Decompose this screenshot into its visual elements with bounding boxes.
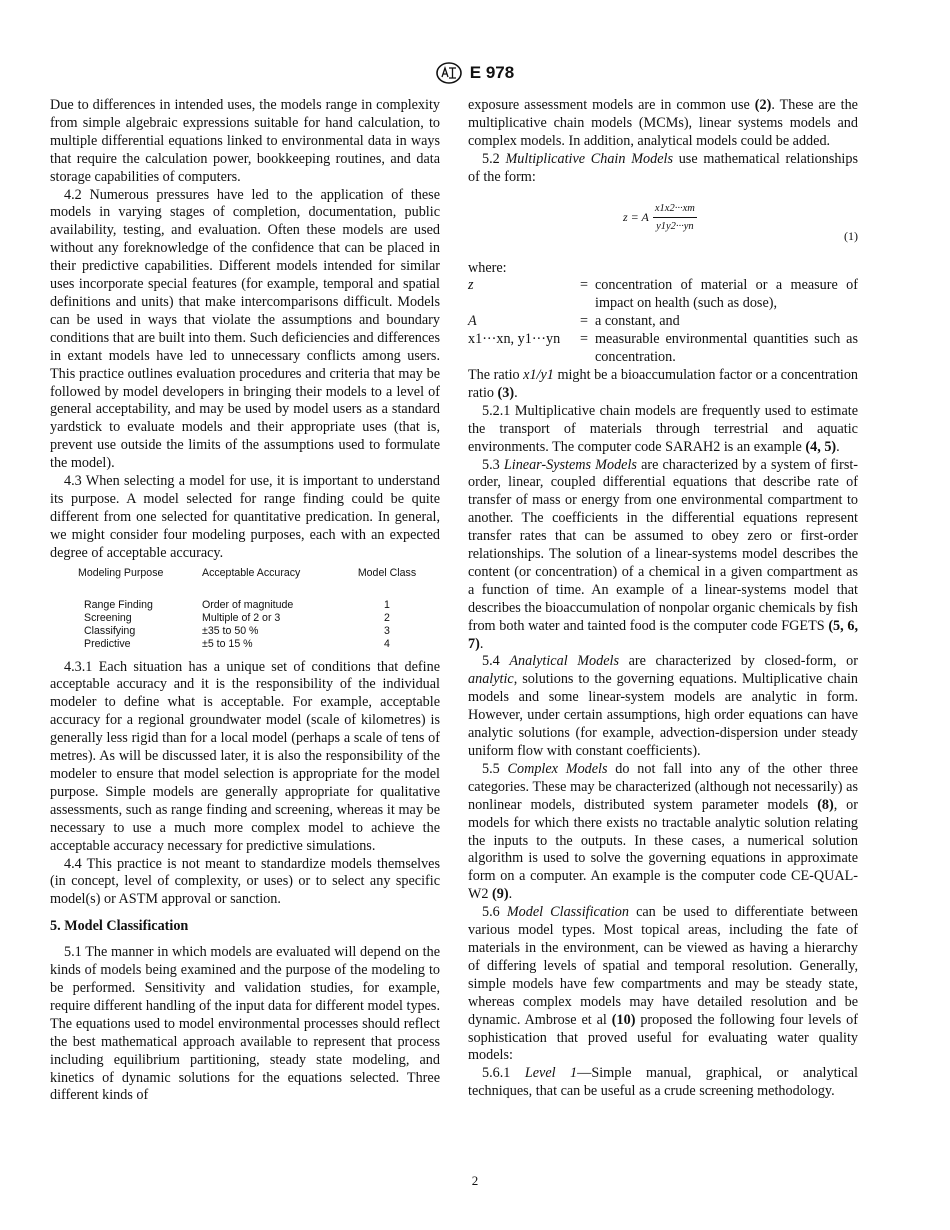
table-cell: ±5 to 15 %: [202, 637, 253, 650]
paragraph-4-2: 4.2 Numerous pressures have led to the application of these models in varying stages of completion, documentation, public availability, testing, and evaluation. Often these models are used without any foreknowledge of the confidence that can be placed in their predictive capabilities. Different models intended for similar uses incorporate special features (for example, temporal and spatial definitions and units) that make intercomparisons difficult. Models can be used in ways that violate the assumptions and boundary conditions that are built into them. Such deficiencies and differences in extant models have led to unnecessary conflicts among users. This practice outlines evaluation procedures and criteria that may be followed by model developers in bringing their models to a level of general acceptability, and may be used by model users as a standard yardstick to evaluate models and their appropriate uses (that is, prevent use outside the limits of the assumptions used to formulate the model).: [50, 186, 440, 472]
reference: (8): [817, 796, 834, 813]
document-number: E 978: [469, 63, 515, 82]
text-run: .: [514, 384, 518, 401]
equation-body: [623, 200, 697, 237]
definition-row: [468, 331, 858, 367]
section-number: 5.6.1: [482, 1065, 511, 1082]
definitions-list: [468, 277, 858, 367]
paragraph-5-1: 5.1 The manner in which models are evaluated will depend on the kinds of models being examined and the purpose of the modeling to be performed. Sensitivity and validation studies, for example, require different handling of the input data for different model types. The equations used to model environmental processes should reflect the best mathematical approach available to represent that process including equilibrium partitioning, steady state modeling, and kinetics of dynamic solutions for the equations selected. Three different kinds of: [50, 944, 440, 1104]
definition-symbol: z: [468, 277, 474, 294]
definition-row: [468, 277, 858, 313]
table-cell: Classifying: [84, 624, 136, 637]
text-run: .: [508, 886, 513, 903]
section-title: Model Classification: [506, 904, 629, 921]
page-number: 2: [471, 1173, 479, 1188]
paragraph-5-3: [468, 457, 858, 654]
text-run: might be a bioaccumulation factor or a concentration ratio: [468, 366, 859, 401]
table-header: Acceptable Accuracy: [202, 566, 301, 579]
table-cell: Screening: [84, 611, 132, 624]
definition-equals: =: [579, 313, 588, 330]
section-number: 5.6: [482, 904, 500, 921]
table-header-row: [78, 567, 422, 599]
paragraph-4-3-1: 4.3.1 Each situation has a unique set of conditions that define acceptable accuracy and it is the responsibility of the individual modeler to define what is acceptable. For example, acceptable accuracy for a regional groundwater model (scale of kilometres) is generally less rigid than for a local model (perhaps a scale of tens of metres). As will be discussed later, it is also the responsibility of the modeler to ensure that model selection is appropriate for the model purpose. Simple models are generally appropriate for qualitative assessments, such as range finding and screening, whereas it may be necessary to use a much more complex model to achieve the acceptable accuracy necessary for predictive simulations.: [50, 658, 440, 854]
text-run: do not fall into any of the other three categories. These may be characterized (although not necessarily) as nonlinear models, distributed system parameter models: [468, 760, 859, 813]
section-title: Multiplicative Chain Models: [505, 150, 673, 167]
modeling-purpose-table: [78, 567, 422, 651]
section-number: 5.4: [482, 653, 500, 670]
definition-symbol: x1···xn, y1···yn: [468, 331, 561, 348]
text-run: —Simple manual, graphical, or analytical techniques, that can be useful as a crude screening methodology.: [468, 1065, 858, 1100]
table-row: [78, 599, 422, 612]
section-title: Linear-Systems Models: [503, 456, 637, 473]
paragraph-intro-cont: Due to differences in intended uses, the models range in complexity from simple algebraic expressions suitable for hand calculation, to multiple differential equations linked to environmental data in ways that require the calculation power, bookkeeping routines, and data storage capabilities of computers.: [50, 97, 440, 185]
text-run: .: [836, 438, 840, 455]
math-symbol: x1/y1: [523, 366, 554, 383]
equation-numerator: x1x2···xm: [653, 200, 697, 219]
reference: (9): [492, 886, 509, 903]
text-run: . These are the multiplicative chain models (MCMs), linear systems models and complex models. In addition, analytical models could be added.: [468, 97, 858, 149]
definition-text: a constant, and: [595, 313, 680, 330]
paragraph-4-3: 4.3 When selecting a model for use, it is important to understand its purpose. A model selected for range finding could be quite different from one selected for quantitative predication. In general, we might consider four modeling purposes, each with an expected degree of acceptable accuracy.: [50, 473, 440, 561]
table-cell: Predictive: [84, 637, 131, 650]
equation-fraction: [653, 200, 697, 237]
section-number: 5.3: [482, 456, 500, 473]
text-run: can be used to differentiate between various model types. Most topical areas, including the fate of materials in the environment, can be viewed as having a hierarchy of differing levels of spatial and temporal resolution. Generally, simple models have few compartments and may be steady state, whereas complex models may have detailed resolution and be dynamic. Ambrose et al: [468, 904, 858, 1028]
table-cell: 3: [384, 624, 390, 637]
right-column: [468, 97, 858, 1101]
text-run: The ratio: [468, 366, 524, 383]
table-row: [78, 612, 422, 625]
emphasis: analytic: [468, 671, 514, 688]
reference: (3): [497, 384, 515, 401]
paragraph-5-cont: [468, 97, 858, 151]
definition-text: concentration of material or a measure of impact on health (such as dose),: [595, 277, 858, 312]
table-cell: 1: [384, 598, 390, 611]
definition-row: [468, 313, 858, 331]
table-header: Modeling Purpose: [78, 566, 164, 579]
where-label: where:: [468, 259, 507, 276]
equation-lhs: z = A: [623, 209, 649, 224]
table-cell: Order of magnitude: [202, 598, 294, 611]
text-run: exposure assessment models are in common use: [468, 97, 755, 113]
text-run: , solutions to the governing equations. Multiplicative chain models and some linear-system models are analytic in form. However, under certain assumptions, high order equations can have analytic solutions (for example, advection-dispersion under steady uniform flow with constant coefficients).: [468, 671, 858, 759]
text-run: .: [479, 635, 484, 652]
definition-text: measurable environmental quantities such as concentration.: [595, 331, 858, 366]
paragraph-5-6-1: [468, 1065, 858, 1101]
reference: (2): [754, 97, 772, 113]
definition-symbol: A: [468, 313, 477, 330]
equation-denominator: y1y2···yn: [656, 221, 694, 233]
paragraph-5-2: [468, 151, 858, 187]
astm-logo-icon: [436, 62, 462, 84]
table-cell: Range Finding: [84, 598, 153, 611]
table-cell: 2: [384, 611, 390, 624]
paragraph-5-6: [468, 904, 858, 1065]
reference: (4, 5): [805, 438, 837, 455]
table-cell: ±35 to 50 %: [202, 624, 259, 637]
paragraph-4-4: 4.4 This practice is not meant to standardize models themselves (in concept, level of complexity, or uses) or to select any specific model(s) or ASTM approval or sanction.: [50, 855, 440, 908]
paragraph-5-5: [468, 761, 858, 904]
section-title: Analytical Models: [509, 653, 619, 670]
text-run: 5.2.1 Multiplicative chain models are frequently used to estimate the transport of materials through terrestrial and aquatic environments. The computer code SARAH2 is an example: [468, 402, 858, 455]
paragraph-5-4: [468, 653, 858, 760]
definition-equals: =: [579, 277, 588, 294]
table-row: [78, 625, 422, 638]
section-title: Complex Models: [507, 760, 608, 777]
table-cell: 4: [384, 637, 390, 650]
section-title: Level 1: [524, 1065, 578, 1082]
text-run: are characterized by closed-form, or: [619, 653, 858, 670]
equation-1: [468, 190, 858, 254]
page-header: [0, 62, 950, 84]
section-number: 5.5: [482, 760, 500, 777]
reference: (5, 6, 7): [468, 617, 858, 652]
paragraph-5-2-1: [468, 403, 858, 457]
reference: (10): [611, 1011, 636, 1028]
text-run: use mathematical relationships of the form:: [468, 150, 858, 185]
table-row: [78, 638, 422, 651]
paragraph-ratio: [468, 367, 858, 403]
left-column: [50, 97, 440, 1105]
definition-equals: =: [579, 331, 588, 348]
text-run: , or models for which there exists no tractable analytic solution relating the inputs to the outputs. In these cases, a numerical solution algorithm is used to solve the governing equations in approximate form on a computer. An example is the computer code CE-QUAL-W2: [468, 796, 858, 903]
equation-number: (1): [844, 228, 858, 243]
table-header: Model Class: [357, 566, 417, 579]
section-5-heading: 5. Model Classification: [50, 918, 189, 935]
section-number: 5.2: [482, 150, 500, 167]
table-cell: Multiple of 2 or 3: [202, 611, 281, 624]
text-run: proposed the following four levels of sophistication that proved useful for evaluating water quality models:: [468, 1011, 858, 1064]
text-run: are characterized by a system of first-order, linear, coupled differential equations that describe rate of transfer of mass or energy from one environmental compartment to another. The coefficients in the differential equations represent transfer rates that can be assumed to obey zero or first-order relationships. The solution of a linear-systems model describes the content (or concentration) of a chemical in a given compartment as a function of time. An example of a linear-systems model that describes the bioaccumulation of nonpolar organic chemicals by fish from both water and tainted food is the computer code FGETS: [468, 456, 859, 634]
